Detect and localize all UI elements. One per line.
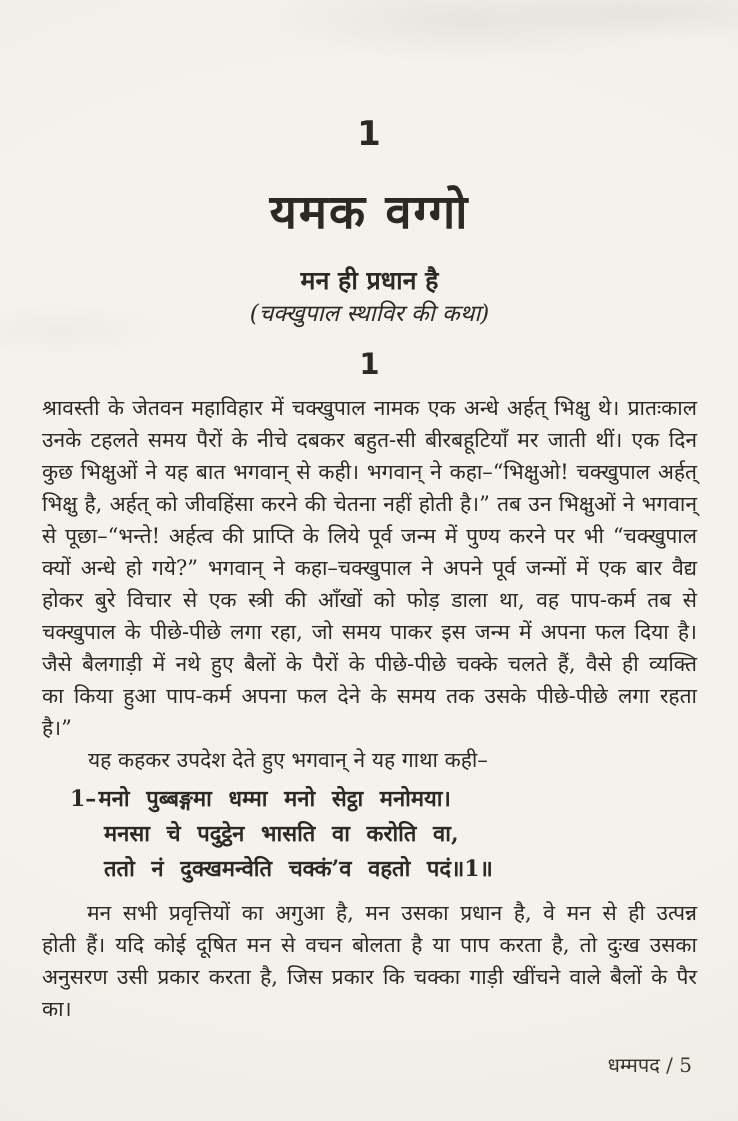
text-line: से पूछा–“भन्ते! अर्हत्व की प्राप्ति के लिये पूर्व जन्म में पुण्य करने पर भी “चक्खुपाल	[42, 524, 697, 548]
verse-line: मनसा चे पदुट्ठेन भासति वा करोति वा,	[104, 821, 459, 847]
text-line: मन सभी प्रवृत्तियों का अगुआ है, मन उसका प्रधान है, वे मन से ही उत्पन्न	[87, 901, 697, 925]
verse-number-heading: 1	[359, 347, 380, 381]
text-line: श्रावस्ती के जेतवन महाविहार में चक्खुपाल नामक एक अन्धे अर्हत् भिक्षु थे। प्रातःकाल	[42, 396, 697, 420]
text-line: होकर बुरे विचार से एक स्त्री की आँखों को फोड़ डाला था, वह पाप-कर्म तब से	[42, 588, 697, 612]
text-line: भिक्षु है, अर्हत् को जीवहिंसा करने की चेतना नहीं होती है।” तब उन भिक्षुओं ने भगवान्	[42, 492, 697, 516]
story-paragraph	[42, 392, 697, 744]
section-heading: मन ही प्रधान है	[300, 266, 439, 295]
chapter-number: 1	[357, 114, 382, 154]
verse-number-prefix: 1–	[70, 786, 97, 812]
verse-line	[70, 782, 697, 817]
text-line: होती हैं। यदि कोई दूषित मन से वचन बोलता है या पाप करता है, तो दुःख उसका	[42, 933, 697, 957]
gatha-verse	[70, 782, 697, 887]
verse-line: ततो नं दुक्खमन्वेति चक्कं’व वहतो पदं॥1॥	[104, 856, 493, 882]
text-line: का।	[42, 997, 72, 1021]
text-line: चक्खुपाल के पीछे-पीछे लगा रहा, जो समय पाकर इस जन्म में अपना फल दिया है।	[42, 620, 697, 644]
text-line: जैसे बैलगाड़ी में नथे हुए बैलों के पैरों के पीछे-पीछे चक्के चलते हैं, वैसे ही व्यक्ति	[42, 652, 697, 676]
page-content	[42, 0, 697, 1025]
story-caption: (चक्खुपाल स्थाविर की कथा)	[249, 301, 490, 327]
text-line: का किया हुआ पाप-कर्म अपना फल देने के समय तक उसके पीछे-पीछे लगा रहता	[42, 684, 697, 708]
translation-paragraph	[42, 897, 697, 1025]
text-line: क्यों अन्धे हो गये?” भगवान् ने कहा–चक्खुपाल ने अपने पूर्व जन्मों में एक बार वैद्य	[42, 556, 697, 580]
page-footer	[608, 1052, 692, 1078]
gatha-intro-line: यह कहकर उपदेश देते हुए भगवान् ने यह गाथा कही–	[88, 748, 488, 772]
text-line: है।”	[42, 716, 72, 740]
running-title-page-number: धम्मपद / 5	[607, 1053, 692, 1077]
chapter-title: यमक वग्गो	[269, 185, 470, 240]
verse-line-text: मनो पुब्बङ्गमा धम्मा मनो सेट्ठा मनोमया।	[98, 786, 451, 812]
text-line: अनुसरण उसी प्रकार करता है, जिस प्रकार कि चक्का गाड़ी खींचने वाले बैलों के पैर	[42, 965, 697, 989]
text-line: कुछ भिक्षुओं ने यह बात भगवान् से कही। भगवान् ने कहा–“भिक्षुओ! चक्खुपाल अर्हत्	[42, 460, 697, 484]
text-line: उनके टहलते समय पैरों के नीचे दबकर बहुत-सी बीरबहूटियाँ मर जाती थीं। एक दिन	[42, 428, 697, 452]
